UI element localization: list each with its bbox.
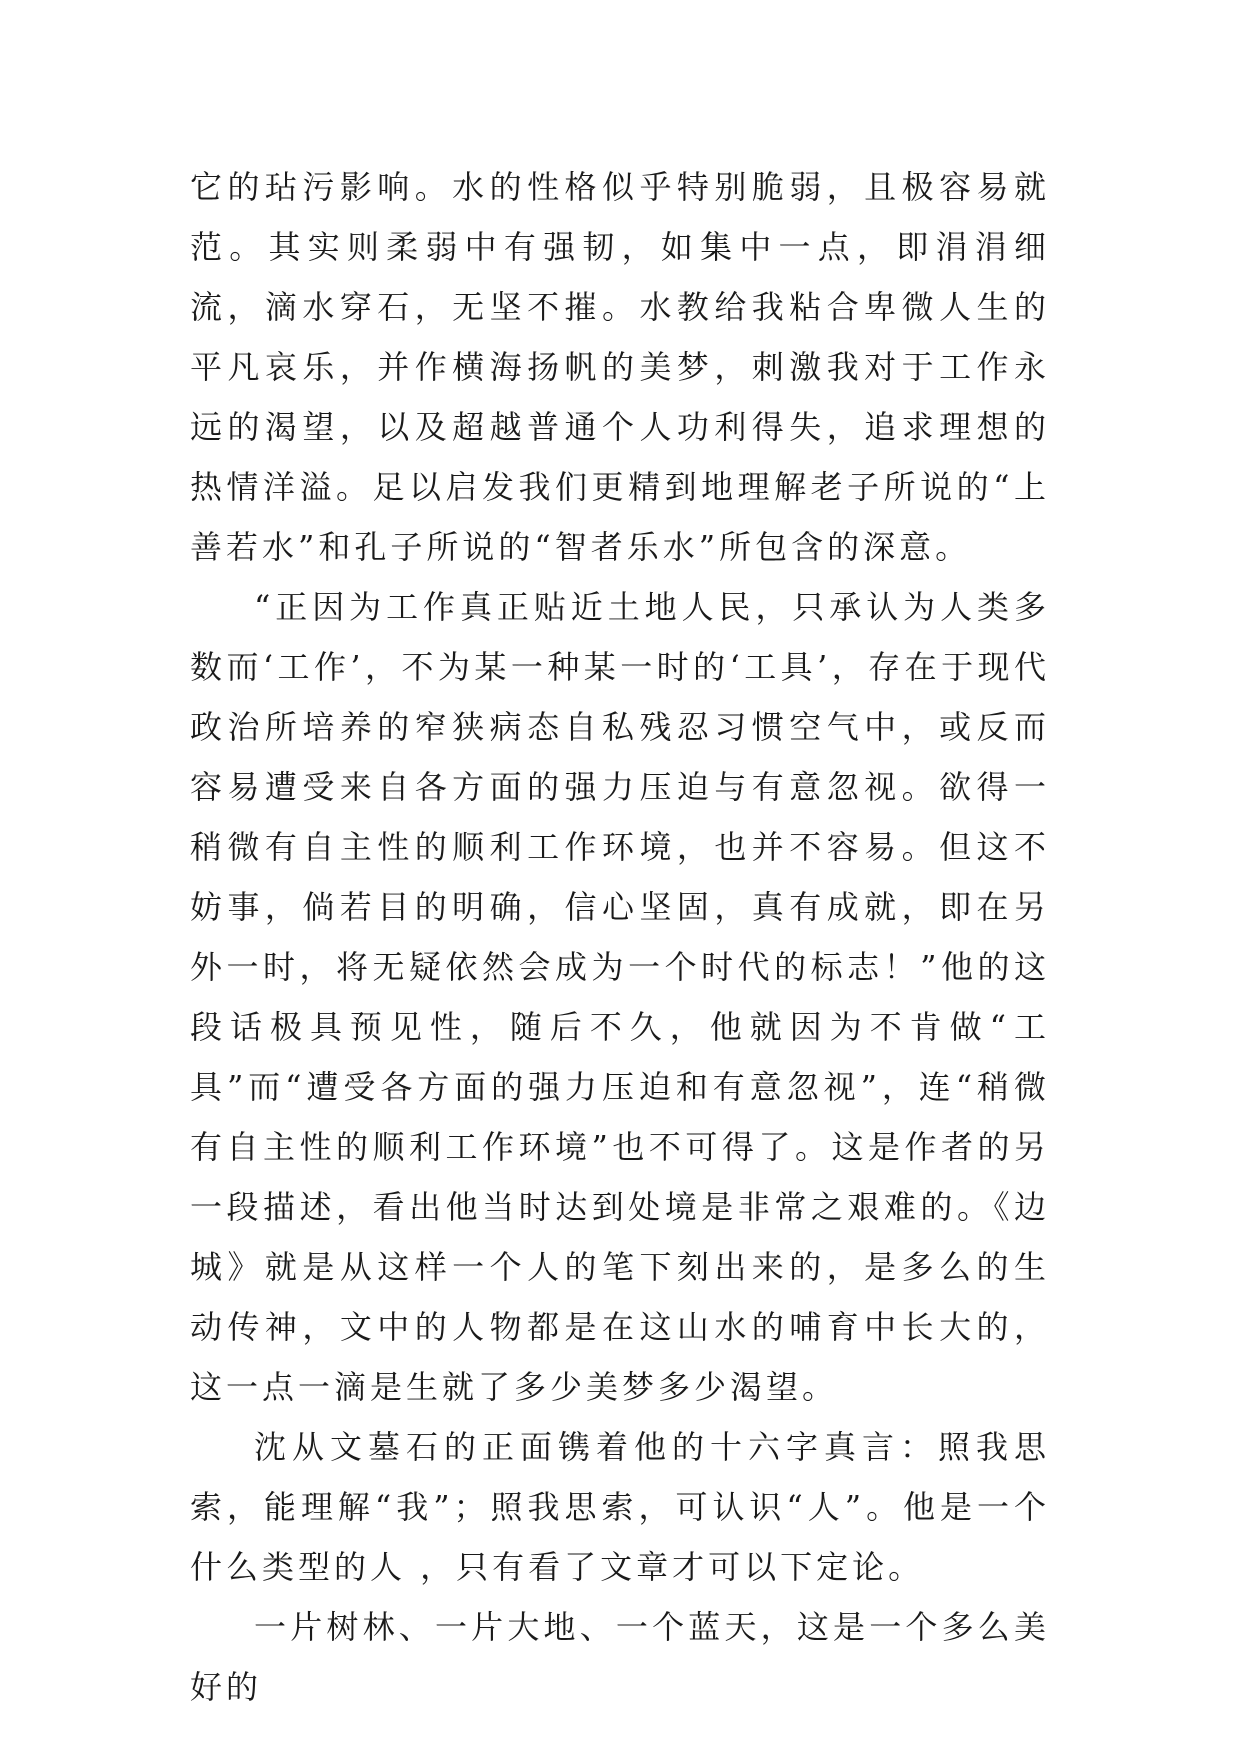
paragraph-1: 它的玷污影响。水的性格似乎特别脆弱，且极容易就范。其实则柔弱中有强韧，如集中一点，即涓涓细流，滴水穿石，无坚不摧。水教给我粘合卑微人生的平凡哀乐，并作横海扬帆的美梦，刺激我对于工作永远的渴望，以及超越普通个人功利得失，追求理想的热情洋溢。足以启发我们更精到地理解老子所说的“上善若水”和孔子所说的“智者乐水”所包含的深意。 [190, 168, 1050, 566]
document-body [190, 157, 1050, 1717]
paragraph-3: 沈从文墓石的正面镌着他的十六字真言：照我思索，能理解“我”；照我思索，可认识“人”。他是一个什么类型的人 ，只有看了文章才可以下定论。 [190, 1428, 1050, 1586]
paragraph-2: “正因为工作真正贴近土地人民，只承认为人类多数而‘工作’，不为某一种某一时的‘工具’，存在于现代政治所培养的窄狭病态自私残忍习惯空气中，或反而容易遭受来自各方面的强力压迫与有意忽视。欲得一稍微有自主性的顺利工作环境，也并不容易。但这不妨事，倘若目的明确，信心坚固，真有成就，即在另外一时，将无疑依然会成为一个时代的标志！”他的这段话极具预见性，随后不久，他就因为不肯做“工具”而“遭受各方面的强力压迫和有意忽视”，连“稍微有自主性的顺利工作环境”也不可得了。这是作者的另一段描述，看出他当时达到处境是非常之艰难的。《边城》就是从这样一个人的笔下刻出来的，是多么的生动传神，文中的人物都是在这山水的哺育中长大的，这一点一滴是生就了多少美梦多少渴望。 [190, 588, 1050, 1406]
paragraph-4: 一片树林、一片大地、一个蓝天，这是一个多么美好的 [190, 1608, 1050, 1706]
